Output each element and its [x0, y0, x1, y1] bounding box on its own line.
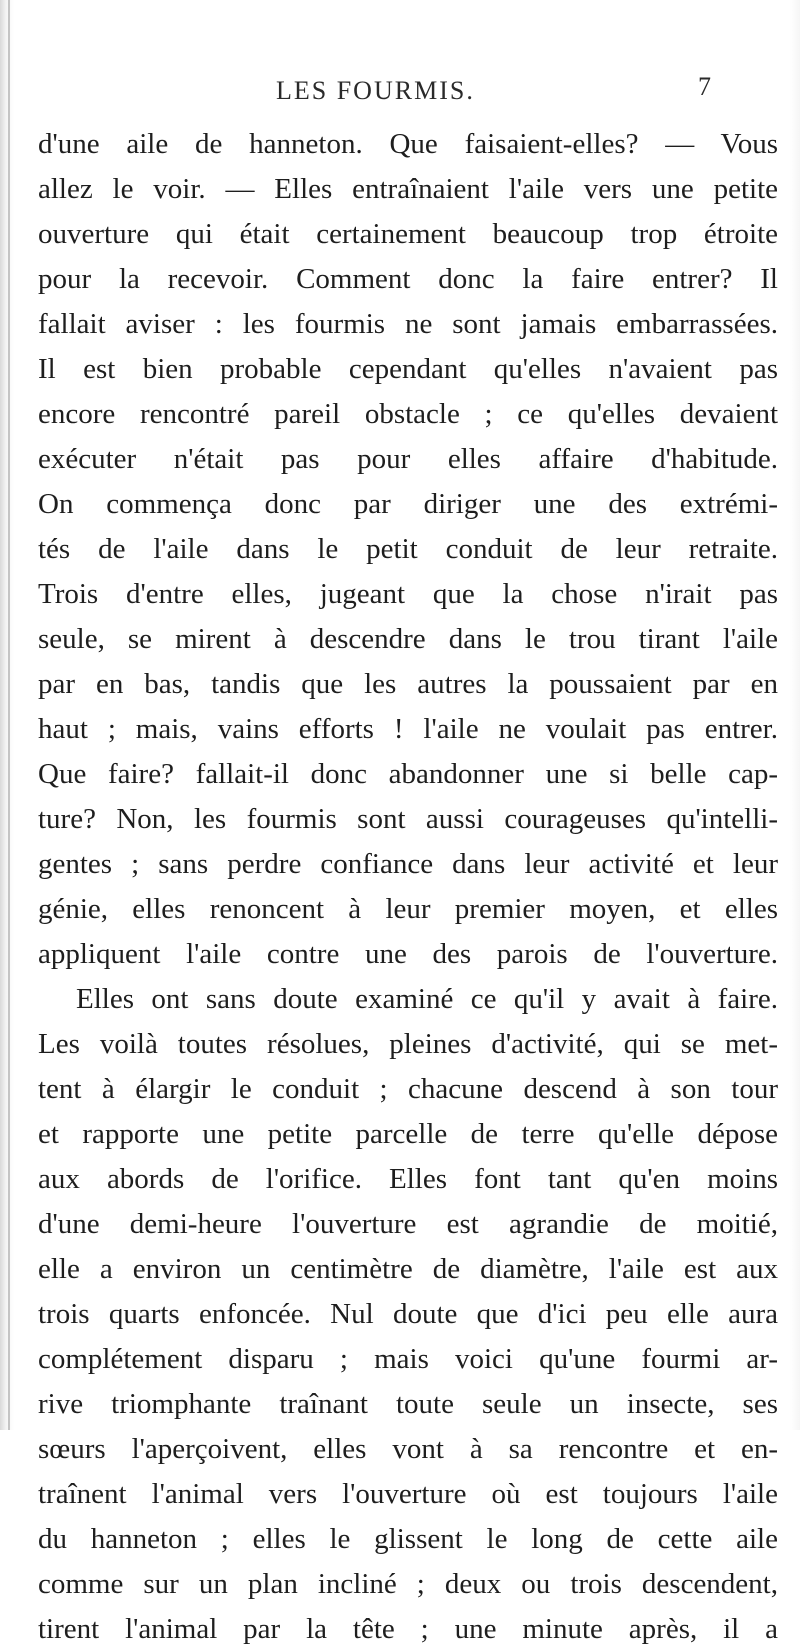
text-line: trois quarts enfoncée. Nul doute que d'ici peu elle aura [38, 1298, 778, 1330]
text-line: ouverture qui était certainement beaucoup trop étroite [38, 218, 778, 250]
text-line: Trois d'entre elles, jugeant que la chose n'irait pas [38, 578, 778, 610]
text-line: sœurs l'aperçoivent, elles vont à sa rencontre et en- [38, 1433, 778, 1465]
text-line: Il est bien probable cependant qu'elles n'avaient pas [38, 353, 778, 385]
text-line: haut ; mais, vains efforts ! l'aile ne voulait pas entrer. [38, 713, 778, 745]
text-line: Elles ont sans doute examiné ce qu'il y avait à faire. [76, 983, 778, 1015]
text-line: génie, elles renoncent à leur premier moyen, et elles [38, 893, 778, 925]
text-line: seule, se mirent à descendre dans le trou tirant l'aile [38, 623, 778, 655]
text-line: tent à élargir le conduit ; chacune descend à son tour [38, 1073, 778, 1105]
text-line: et rapporte une petite parcelle de terre qu'elle dépose [38, 1118, 778, 1150]
text-line: traînent l'animal vers l'ouverture où est toujours l'aile [38, 1478, 778, 1510]
text-line: Que faire? fallait-il donc abandonner une si belle cap- [38, 758, 778, 790]
page-gutter-shadow [8, 0, 10, 1430]
text-line: tirent l'animal par la tête ; une minute après, il a [38, 1613, 778, 1645]
text-line: tés de l'aile dans le petit conduit de leur retraite. [38, 533, 778, 565]
text-line: exécuter n'était pas pour elles affaire d'habitude. [38, 443, 778, 475]
page-number: 7 [698, 72, 711, 101]
text-line: On commença donc par diriger une des extrémi- [38, 488, 778, 520]
text-line: d'une demi-heure l'ouverture est agrandie de moitié, [38, 1208, 778, 1240]
text-line: fallait aviser : les fourmis ne sont jamais embarrassées. [38, 308, 778, 340]
body-text [38, 122, 778, 1652]
text-line: allez le voir. — Elles entraînaient l'aile vers une petite [38, 173, 778, 205]
text-line: par en bas, tandis que les autres la poussaient par en [38, 668, 778, 700]
running-head [0, 72, 800, 116]
text-line: aux abords de l'orifice. Elles font tant qu'en moins [38, 1163, 778, 1195]
text-line: gentes ; sans perdre confiance dans leur activité et leur [38, 848, 778, 880]
text-line: elle a environ un centimètre de diamètre, l'aile est aux [38, 1253, 778, 1285]
text-line: encore rencontré pareil obstacle ; ce qu'elles devaient [38, 398, 778, 430]
text-line: comme sur un plan incliné ; deux ou trois descendent, [38, 1568, 778, 1600]
text-line: rive triomphante traînant toute seule un insecte, ses [38, 1388, 778, 1420]
text-line: Les voilà toutes résolues, pleines d'activité, qui se met- [38, 1028, 778, 1060]
text-line: complétement disparu ; mais voici qu'une fourmi ar- [38, 1343, 778, 1375]
text-line: appliquent l'aile contre une des parois de l'ouverture. [38, 938, 778, 970]
text-line: du hanneton ; elles le glissent le long de cette aile [38, 1523, 778, 1555]
text-line: pour la recevoir. Comment donc la faire entrer? Il [38, 263, 778, 295]
running-title: LES FOURMIS. [276, 76, 475, 105]
text-line: ture? Non, les fourmis sont aussi courageuses qu'intelli- [38, 803, 778, 835]
text-line: d'une aile de hanneton. Que faisaient-elles? — Vous [38, 128, 778, 160]
